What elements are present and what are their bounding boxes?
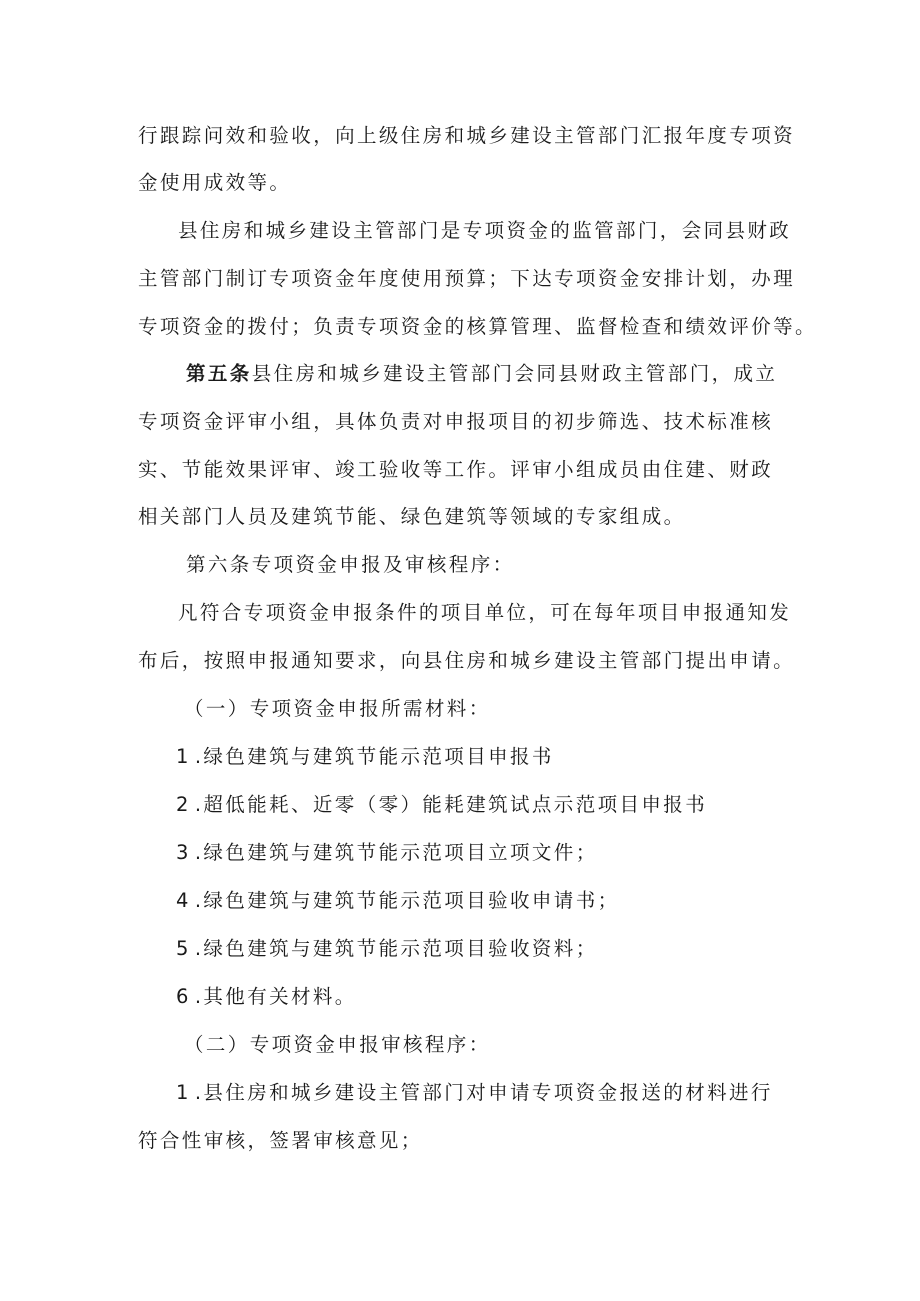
- list-text: .其他有关材料。: [194, 985, 357, 1008]
- article-heading: 第五条: [186, 362, 252, 385]
- list-number: 2: [176, 793, 191, 816]
- list-item: [176, 888, 620, 914]
- paragraph-line: 专项资金的拨付；负责专项资金的核算管理、监督检查和绩效评价等。: [138, 315, 817, 338]
- list-number: 4: [176, 889, 191, 912]
- list-number: 1: [176, 1081, 191, 1104]
- paragraph-line: 布后，按照申报通知要求，向县住房和城乡建设主管部门提出申请。: [138, 649, 796, 672]
- list-text: .县住房和城乡建设主管部门对申请专项资金报送的材料进行: [194, 1081, 773, 1104]
- paragraph-line: 实、节能效果评审、竣工验收等工作。评审小组成员由住建、财政: [138, 458, 774, 481]
- list-item: [176, 984, 357, 1010]
- paragraph-line: 符合性审核，签署审核意见；: [138, 1129, 423, 1152]
- list-text: .绿色建筑与建筑节能示范项目立项文件；: [194, 841, 598, 864]
- paragraph-line: 县住房和城乡建设主管部门是专项资金的监管部门，会同县财政: [178, 219, 792, 242]
- list-number: 5: [176, 937, 191, 960]
- list-item: [176, 744, 554, 770]
- list-item: [176, 1080, 773, 1106]
- list-number: 6: [176, 985, 191, 1008]
- paragraph-line: 金使用成效等。: [138, 171, 292, 194]
- list-item: [176, 792, 707, 818]
- list-item: [176, 840, 598, 866]
- paragraph-line: 凡符合专项资金申报条件的项目单位，可在每年项目申报通知发: [178, 601, 792, 624]
- list-number: 3: [176, 841, 191, 864]
- paragraph-line: 主管部门制订专项资金年度使用预算；下达专项资金安排计划，办理: [138, 267, 796, 290]
- article-6-heading: 第六条专项资金申报及审核程序：: [186, 553, 515, 576]
- list-text: .超低能耗、近零（零）能耗建筑试点示范项目申报书: [194, 793, 708, 816]
- section-heading: （二）专项资金申报审核程序：: [184, 1033, 491, 1056]
- paragraph-line: 专项资金评审小组，具体负责对申报项目的初步筛选、技术标准核: [138, 410, 774, 433]
- paragraph-line: 行跟踪问效和验收，向上级住房和城乡建设主管部门汇报年度专项资: [138, 124, 796, 147]
- section-heading: （一）专项资金申报所需材料：: [184, 697, 491, 720]
- paragraph-line: 相关部门人员及建筑节能、绿色建筑等领域的专家组成。: [138, 505, 686, 528]
- article-5-line: [186, 361, 777, 387]
- list-text: .绿色建筑与建筑节能示范项目验收资料；: [194, 937, 598, 960]
- list-text: .绿色建筑与建筑节能示范项目验收申请书；: [194, 889, 620, 912]
- list-item: [176, 936, 598, 962]
- list-number: 1: [176, 745, 191, 768]
- article-text: 县住房和城乡建设主管部门会同县财政主管部门，成立: [251, 362, 778, 385]
- list-text: .绿色建筑与建筑节能示范项目申报书: [194, 745, 554, 768]
